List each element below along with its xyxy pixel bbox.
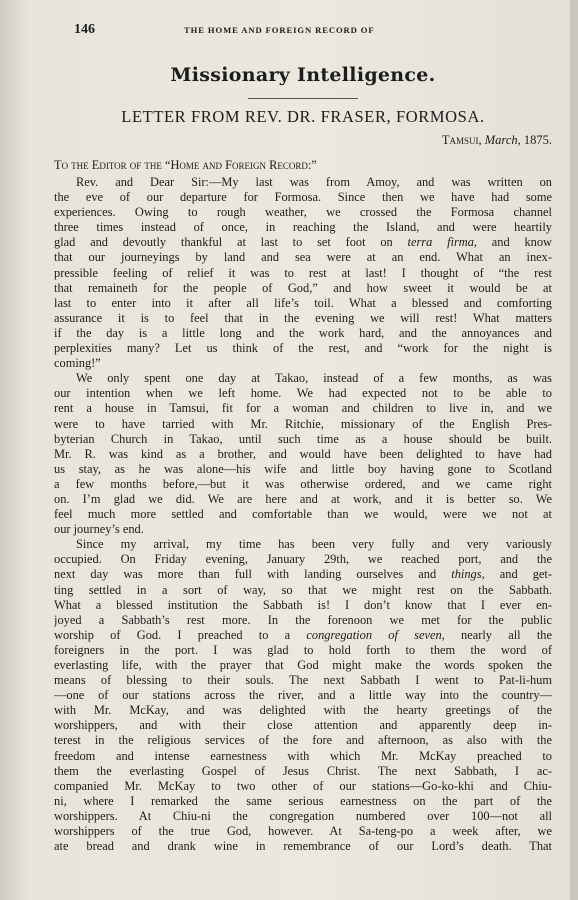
text-line: us stay, as he was alone—his wife and little boy having gone to Scotland [54, 461, 552, 476]
dateline-year: 1875. [523, 133, 552, 147]
text-line: them the everlasting Gospel of Jesus Christ. The next Sabbath, I ac- [54, 763, 552, 778]
text-line: worshippers. At Chiu-ni the congregation numbered over 100—not all [54, 808, 552, 823]
text-line: ni, where I remarked the same serious earnestness on the part of the [54, 793, 552, 808]
text-line: worshippers, and with their close attention and apparently deep in- [54, 718, 552, 733]
text-line: were to have tarried with Mr. Ritchie, missionary of the English Pres- [54, 416, 552, 431]
text-line: Mr. R. was kind as a brother, and would have been delighted to have had [54, 446, 552, 461]
text-line: joyed a Sabbath’s rest more. In the forenoon we met for the public [54, 612, 552, 627]
page-number: 146 [74, 22, 95, 37]
text-line: on. I’m glad we did. We are here and at work, and it is better so. We [54, 491, 552, 506]
text-line: worship of God. I preached to a congregation of seven, nearly all the [54, 627, 552, 642]
text-line: worshippers of the true God, however. At Sa-teng-po a week after, we [54, 824, 552, 839]
text-line: that remaineth for the people of God,” and how sweet it would be at [54, 280, 552, 295]
text-line: feel much more settled and comfortable than we would, were we not at [54, 507, 552, 522]
text-line: the eve of our departure for Formosa. Since then we have had some [54, 190, 552, 205]
salutation: To the Editor of the “Home and Foreign Record:” [54, 158, 317, 172]
text-line: pressible feeling of relief it was to rest at last! I thought of “the rest [54, 265, 552, 280]
text-line: glad and devoutly thankful at last to set foot on terra firma, and know [54, 235, 552, 250]
text-line: companied Mr. McKay to two other of our stations—Go-ko-khi and Chiu- [54, 778, 552, 793]
text-line: freedom and intense earnestness with which Mr. McKay preached to [54, 748, 552, 763]
text-line: byterian Church in Takao, until such time as a house should be built. [54, 431, 552, 446]
text-line: experiences. Owing to rough weather, we crossed the Formosa channel [54, 205, 552, 220]
letter-body [54, 175, 552, 854]
letter-title: LETTER FROM REV. DR. FRASER, FORMOSA. [121, 107, 485, 126]
text-line: Rev. and Dear Sir:—My last was from Amoy, and was written on [76, 175, 552, 189]
text-line: our intention when we left home. We had expected not to be able to [54, 386, 552, 401]
text-line: foreigners in the port. I was glad to hold forth to them the word of [54, 642, 552, 657]
text-line: We only spent one day at Takao, instead of a few months, as was [76, 371, 552, 386]
text-line: that our journeyings by land and sea were at an end. What an inex- [54, 250, 552, 265]
section-heading: Missionary Intelligence. [170, 64, 436, 86]
text-line: three times instead of once, in reaching the Island, and were heartily [54, 220, 552, 235]
text-line: last to enter into it after all life’s toil. What a blessed and comforting [54, 295, 552, 310]
text-line: What a blessed institution the Sabbath is! I don’t know that I ever en- [54, 597, 552, 612]
text-line: assurance it is to feel that in the evening we will rest! What matters [54, 310, 552, 325]
text-line: a few months before,—but it was otherwise ordered, and we came right [54, 476, 552, 491]
text-line: rent a house in Tamsui, fit for a woman and children to live in, and we [54, 401, 552, 416]
text-line: ate bread and drank wine in remembrance of our Lord’s death. That [54, 839, 552, 854]
text-line: ting settled in a sort of way, so that we might rest on the Sabbath. [54, 582, 552, 597]
running-title: THE HOME AND FOREIGN RECORD OF [184, 25, 375, 35]
text-line: —one of our stations across the river, and a little way into the country— [54, 688, 552, 703]
text-line: terest in the religious services of the fore and afternoon, as also with the [54, 733, 552, 748]
text-line: coming!” [54, 356, 101, 371]
text-line: with Mr. McKay, and was delighted with the hearty greetings of the [54, 703, 552, 718]
dateline-date: March, [484, 133, 521, 147]
dateline [54, 133, 552, 148]
text-line: our journey’s end. [54, 522, 144, 537]
heading-rule [248, 98, 358, 99]
running-header [54, 22, 552, 40]
text-line: Since my arrival, my time has been very fully and very variously [76, 537, 552, 552]
text-line: if the day is a little long and the work hard, and the annoyances and [54, 325, 552, 340]
text-line: means of blessing to their souls. The next Sabbath I went to Pat-li-hum [54, 673, 552, 688]
text-line: next day was more than full with landing ourselves and things, and get- [54, 567, 552, 582]
text-line: perplexities many? Let us think of the rest, and “work for the night is [54, 341, 552, 356]
dateline-place: Tamsui, [441, 133, 482, 147]
page-edge [570, 0, 578, 900]
text-line: everlasting life, with the prayer that God might make the words spoken the [54, 658, 552, 672]
text-line: occupied. On Friday evening, January 29th, we reached port, and the [54, 552, 552, 567]
